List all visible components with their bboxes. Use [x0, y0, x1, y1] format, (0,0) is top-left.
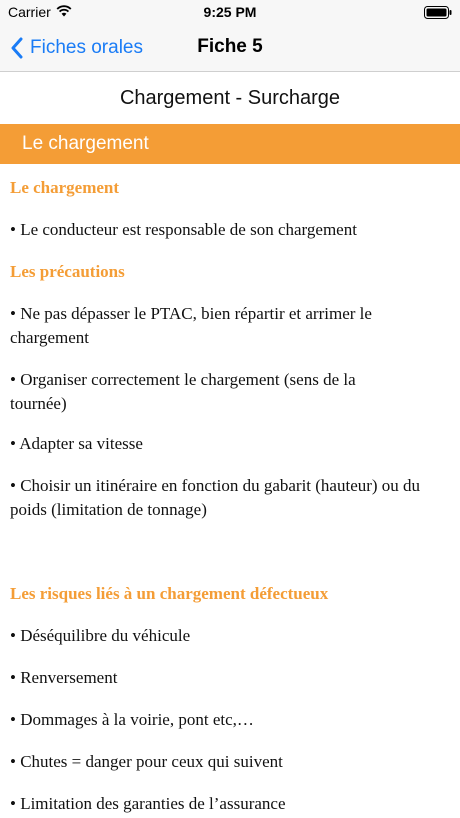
back-button-label: Fiches orales [30, 37, 143, 58]
section-heading: Le chargement [10, 178, 120, 197]
list-item: • Choisir un itinéraire en fonction du gabarit (hauteur) ou du poids (limitation de tonnage) [10, 476, 421, 519]
list-item: • Ne pas dépasser le PTAC, bien répartir et arrimer le chargement [10, 304, 372, 347]
status-bar [0, 0, 460, 24]
battery-icon [424, 6, 452, 19]
section-banner: Le chargement [0, 124, 460, 164]
sheet-subtitle: Chargement - Surcharge [0, 73, 460, 123]
navigation-bar [0, 24, 460, 72]
back-button[interactable] [10, 34, 143, 62]
section-heading: Les précautions [10, 262, 125, 281]
list-item: • Le conducteur est responsable de son chargement [10, 220, 357, 239]
carrier-label: Carrier [8, 4, 51, 20]
page-title: Fiche 5 [197, 36, 263, 57]
chevron-left-icon [10, 37, 24, 59]
list-item: • Déséquilibre du véhicule [10, 626, 191, 645]
list-item: • Renversement [10, 668, 118, 687]
list-item: • Dommages à la voirie, pont etc,… [10, 710, 254, 729]
list-item: • Adapter sa vitesse [10, 434, 143, 453]
status-time: 9:25 PM [203, 4, 257, 20]
list-item: • Organiser correctement le chargement (sens de la tournée) [10, 370, 356, 413]
list-item: • Limitation des garanties de l’assurance [10, 794, 286, 813]
list-item: • Chutes = danger pour ceux qui suivent [10, 752, 283, 771]
section-heading: Les risques liés à un chargement défectueux [10, 584, 329, 603]
